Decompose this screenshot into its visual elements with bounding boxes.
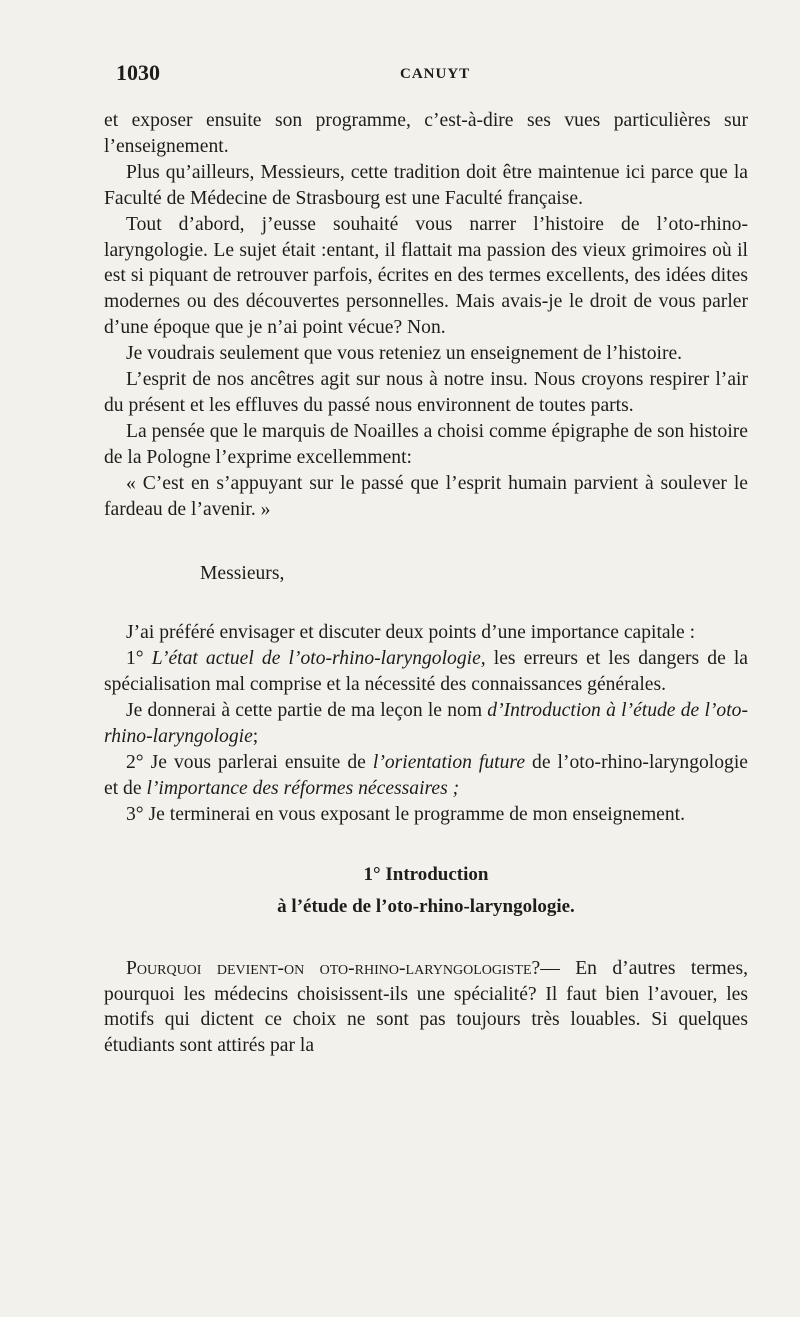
list-item bbox=[104, 750, 748, 802]
paragraph bbox=[104, 698, 748, 750]
heading-line: à l’étude de l’oto-rhino-laryngologie. bbox=[277, 895, 575, 917]
paragraph: J’ai préféré envisager et discuter deux points d’une importance capitale : bbox=[126, 622, 696, 644]
book-page bbox=[104, 58, 748, 1059]
item-text: les erreurs et les dangers de la spécialisation mal comprise et la nécessité des connaissances générales. bbox=[104, 648, 749, 696]
body-text bbox=[104, 108, 748, 523]
final-paragraph-block bbox=[104, 956, 748, 1060]
paragraph: Je voudrais seulement que vous reteniez un enseignement de l’histoire. bbox=[126, 343, 683, 365]
item-text: de l’oto-rhino-laryngologie et de bbox=[104, 751, 748, 799]
paragraph: et exposer ensuite son programme, c’est-à-dire ses vues particulières sur l’enseignement. bbox=[104, 110, 748, 157]
salutation: Messieurs, bbox=[200, 562, 285, 584]
list-item bbox=[104, 646, 748, 698]
section-heading bbox=[104, 860, 748, 922]
list-item: 3° Je terminerai en vous exposant le programme de mon enseignement. bbox=[126, 803, 686, 825]
italic-title: l’importance des réformes nécessaires ; bbox=[146, 777, 460, 799]
italic-title: L’état actuel de l’oto-rhino-laryngologie, bbox=[151, 648, 486, 670]
heading-line: 1° Introduction bbox=[363, 863, 489, 885]
em-dash: — bbox=[540, 957, 560, 979]
paragraph: La pensée que le marquis de Noailles a choisi comme épigraphe de son histoire de la Pologne l’exprime excellemment: bbox=[104, 420, 748, 468]
page-number: 1030 bbox=[116, 60, 160, 85]
small-caps-lead: Pourquoi devient-on oto-rhino-laryngologiste? bbox=[126, 957, 541, 979]
paragraph bbox=[104, 956, 748, 1060]
running-head bbox=[104, 58, 748, 88]
plan-list bbox=[104, 620, 748, 827]
epigraph-quote: « C’est en s’appuyant sur le passé que l’esprit humain parvient à soulever le fardeau de l’avenir. » bbox=[104, 472, 748, 520]
paragraph: Plus qu’ailleurs, Messieurs, cette tradition doit être maintenue ici parce que la Faculté de Médecine de Strasbourg est une Faculté française. bbox=[104, 161, 748, 209]
item-text: ; bbox=[252, 726, 259, 748]
item-text: Je vous parlerai ensuite de bbox=[150, 751, 366, 773]
item-number: 1° bbox=[126, 648, 144, 670]
running-title: CANUYT bbox=[400, 66, 471, 82]
italic-title: l’orientation future bbox=[372, 751, 526, 773]
item-number: 2° bbox=[126, 751, 144, 773]
paragraph-text: En d’autres termes, pourquoi les médecins choisissent-ils une spécialité? Il faut bien l’avouer, les motifs qui dictent ce choix ne sont pas toujours très louables. Si quelques étudiants sont attirés par la bbox=[104, 957, 749, 1057]
paragraph: L’esprit de nos ancêtres agit sur nous à notre insu. Nous croyons respirer l’air du présent et les effluves du passé nous environnent de toutes parts. bbox=[104, 369, 748, 416]
item-text: Je donnerai à cette partie de ma leçon le nom bbox=[126, 700, 483, 722]
paragraph: Tout d’abord, j’eusse souhaité vous narrer l’histoire de l’oto-rhino-laryngologie. Le sujet était :entant, il flattait ma passion des vieux grimoires où il est si piquant de retrouver parfois, écrites en des termes excellents, des idées dites modernes ou des découvertes personnelles. Mais avais-je le droit de vous parler d’une époque que je n’ai point vécue? Non. bbox=[104, 213, 748, 339]
italic-title: d’Introduction à l’étude de l’oto-rhino-laryngologie bbox=[104, 700, 748, 748]
